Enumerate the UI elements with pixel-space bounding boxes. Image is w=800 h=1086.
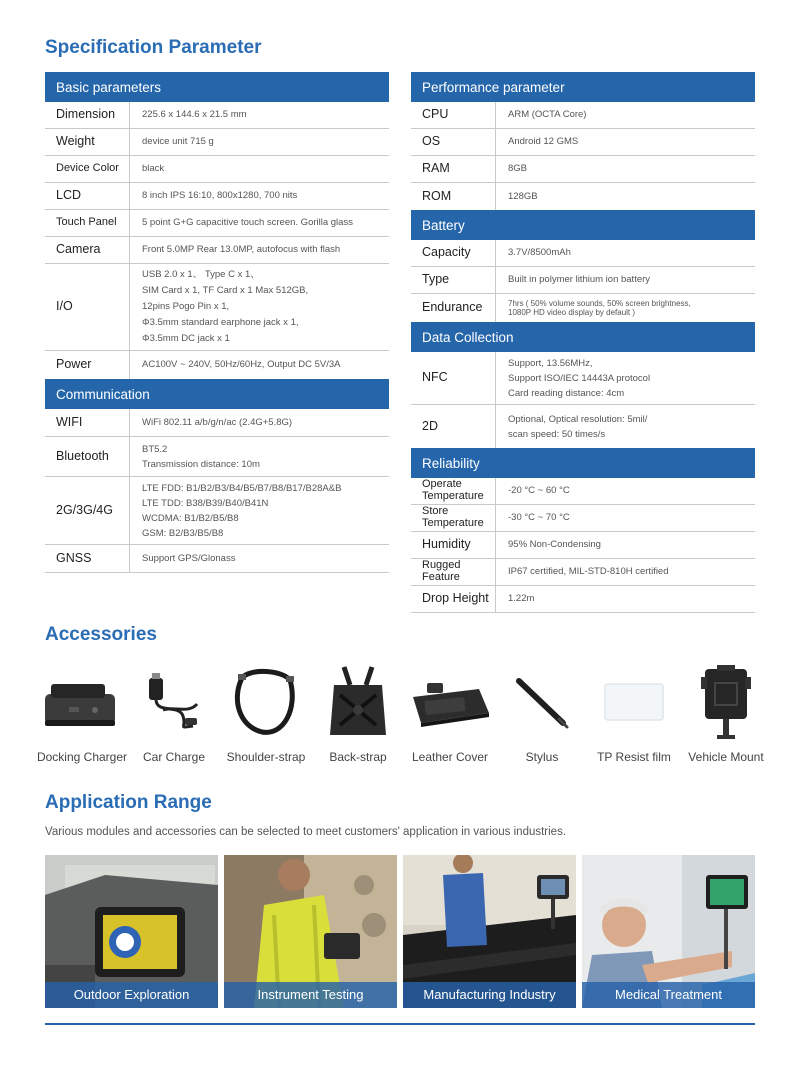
accessory-caption: Shoulder-strap xyxy=(226,750,306,764)
spec-label: Weight xyxy=(45,129,130,155)
spec-value: Built in polymer lithium ion battery xyxy=(508,274,651,285)
spec-label: RAM xyxy=(411,156,496,182)
accessory-caption: Stylus xyxy=(525,750,559,764)
spec-row-store-temp xyxy=(411,505,755,532)
accessory-item xyxy=(128,668,220,764)
application-caption: Outdoor Exploration xyxy=(45,982,218,1008)
spec-row-cpu xyxy=(411,102,755,129)
accessory-caption: Car Charge xyxy=(142,750,206,764)
spec-label: Type xyxy=(411,267,496,293)
vehicle-mount-icon xyxy=(680,668,772,738)
spec-row-dimension xyxy=(45,102,389,129)
spec-value: 225.6 x 144.6 x 21.5 mm xyxy=(142,109,247,120)
spec-value: Front 5.0MP Rear 13.0MP, autofocus with flash xyxy=(142,244,341,255)
application-photo-medical xyxy=(582,855,755,1008)
spec-label: CPU xyxy=(411,102,496,128)
spec-row-camera xyxy=(45,237,389,264)
spec-label: Power xyxy=(45,351,130,379)
shoulder-strap-icon xyxy=(220,668,312,738)
spec-value: black xyxy=(142,163,165,174)
spec-label: Capacity xyxy=(411,240,496,266)
spec-value: 95% Non-Condensing xyxy=(508,539,601,550)
accessory-caption: Docking Charger xyxy=(36,750,128,764)
car-charger-icon xyxy=(128,668,220,738)
accessory-caption: Back-strap xyxy=(329,750,387,764)
section-header-communication: Communication xyxy=(45,379,389,409)
spec-row-lcd xyxy=(45,183,389,210)
accessory-item xyxy=(680,668,772,764)
spec-label: I/O xyxy=(45,264,130,350)
leather-cover-icon xyxy=(404,668,496,738)
application-caption: Medical Treatment xyxy=(582,982,755,1008)
spec-value: LTE FDD: B1/B2/B3/B4/B5/B7/B8/B17/B28A&B LTE TDD: B38/B39/B40/B41N WCDMA: B1/B2/B5/B8 GSM: B2/B3/B5/B8 xyxy=(142,482,342,539)
spec-value: Support, 13.56MHz, Support ISO/IEC 14443A protocol Card reading distance: 4cm xyxy=(508,357,651,399)
spec-row-battery-type xyxy=(411,267,755,294)
spec-label: OS xyxy=(411,129,496,155)
spec-row-humidity xyxy=(411,532,755,559)
section-header-basic: Basic parameters xyxy=(45,72,389,102)
spec-value: ARM (OCTA Core) xyxy=(508,109,587,120)
spec-value: 1.22m xyxy=(508,593,535,604)
application-photo-instrument xyxy=(224,855,397,1008)
spec-label: LCD xyxy=(45,183,130,209)
spec-row-power xyxy=(45,351,389,379)
spec-label: Dimension xyxy=(45,102,130,128)
spec-row-wifi xyxy=(45,409,389,437)
spec-row-ram xyxy=(411,156,755,183)
spec-left-column xyxy=(45,72,389,573)
spec-row-touch-panel xyxy=(45,210,389,237)
spec-value: BT5.2 Transmission distance: 10m xyxy=(142,443,260,470)
spec-row-endurance xyxy=(411,294,755,322)
spec-label: Store Temperature xyxy=(411,505,496,531)
spec-row-rom xyxy=(411,183,755,210)
accessory-item xyxy=(496,668,588,764)
spec-row-2d xyxy=(411,405,755,448)
application-caption: Instrument Testing xyxy=(224,982,397,1008)
accessory-caption: TP Resist film xyxy=(597,750,671,764)
spec-label: NFC xyxy=(411,352,496,404)
screen-film-icon xyxy=(588,668,680,738)
spec-value: 7hrs ( 50% volume sounds, 50% screen brightness, 1080P HD video display by default ) xyxy=(508,299,691,317)
back-strap-icon xyxy=(312,668,404,738)
section-header-reliability: Reliability xyxy=(411,448,755,478)
spec-row-capacity xyxy=(411,240,755,267)
spec-label: Camera xyxy=(45,237,130,263)
accessory-item xyxy=(588,668,680,764)
spec-right-column xyxy=(411,72,755,613)
spec-row-os xyxy=(411,129,755,156)
spec-label: Rugged Feature xyxy=(411,559,496,585)
spec-value: 128GB xyxy=(508,190,538,202)
accessory-caption: Leather Cover xyxy=(411,750,489,764)
spec-title: Specification Parameter xyxy=(45,37,262,58)
accessory-caption: Vehicle Mount xyxy=(688,750,764,764)
spec-value: AC100V ~ 240V, 50Hz/60Hz, Output DC 5V/3A xyxy=(142,359,341,370)
spec-row-device-color xyxy=(45,156,389,183)
application-photo-manufacturing xyxy=(403,855,576,1008)
spec-row-io xyxy=(45,264,389,351)
application-title: Application Range xyxy=(45,792,212,813)
spec-value: 5 point G+G capacitive touch screen. Gorilla glass xyxy=(142,217,353,228)
accessory-item xyxy=(220,668,312,764)
application-photo-outdoor xyxy=(45,855,218,1008)
spec-label: Drop Height xyxy=(411,586,496,612)
spec-row-gnss xyxy=(45,545,389,573)
spec-label: Humidity xyxy=(411,532,496,558)
bottom-divider xyxy=(45,1023,755,1025)
spec-row-rugged xyxy=(411,559,755,586)
spec-label: Bluetooth xyxy=(45,437,130,476)
spec-row-bluetooth xyxy=(45,437,389,477)
spec-label: 2G/3G/4G xyxy=(45,477,130,544)
spec-value: -20 °C ~ 60 °C xyxy=(508,485,570,496)
spec-value: -30 °C ~ 70 °C xyxy=(508,512,570,523)
spec-value: Optional, Optical resolution: 5mil/ scan speed: 50 times/s xyxy=(508,413,648,440)
spec-label: Touch Panel xyxy=(45,210,130,236)
spec-value: IP67 certified, MIL-STD-810H certified xyxy=(508,566,669,577)
spec-row-nfc xyxy=(411,352,755,405)
spec-label: Device Color xyxy=(45,156,130,182)
spec-value: Support GPS/Glonass xyxy=(142,552,236,564)
accessory-item xyxy=(36,668,128,764)
accessories-title: Accessories xyxy=(45,624,157,645)
accessory-item xyxy=(404,668,496,764)
application-subtitle: Various modules and accessories can be selected to meet customers' application in various industries. xyxy=(45,826,567,838)
spec-value: device unit 715 g xyxy=(142,136,214,147)
spec-label: Operate Temperature xyxy=(411,478,496,504)
application-caption: Manufacturing Industry xyxy=(403,982,576,1008)
section-header-data-collection: Data Collection xyxy=(411,322,755,352)
spec-value: WiFi 802.11 a/b/g/n/ac (2.4G+5.8G) xyxy=(142,416,293,428)
section-header-performance: Performance parameter xyxy=(411,72,755,102)
accessory-item xyxy=(312,668,404,764)
spec-value: Android 12 GMS xyxy=(508,136,579,147)
section-header-battery: Battery xyxy=(411,210,755,240)
spec-value: 3.7V/8500mAh xyxy=(508,247,571,258)
stylus-icon xyxy=(496,668,588,738)
spec-label: GNSS xyxy=(45,545,130,572)
spec-row-drop-height xyxy=(411,586,755,613)
spec-row-operate-temp xyxy=(411,478,755,505)
spec-row-weight xyxy=(45,129,389,156)
spec-row-cellular xyxy=(45,477,389,545)
spec-label: ROM xyxy=(411,183,496,210)
docking-charger-icon xyxy=(36,668,128,738)
spec-label: Endurance xyxy=(411,294,496,322)
spec-label: WIFI xyxy=(45,409,130,436)
spec-value: 8 inch IPS 16:10, 800x1280, 700 nits xyxy=(142,190,298,201)
spec-value: USB 2.0 x 1、 Type C x 1、 SIM Card x 1, TF Card x 1 Max 512GB, 12pins Pogo Pin x 1, Φ3.5mm standard earphone jack x 1, Φ3.5mm DC jack x 1 xyxy=(142,269,309,344)
spec-label: 2D xyxy=(411,405,496,448)
spec-value: 8GB xyxy=(508,163,528,174)
